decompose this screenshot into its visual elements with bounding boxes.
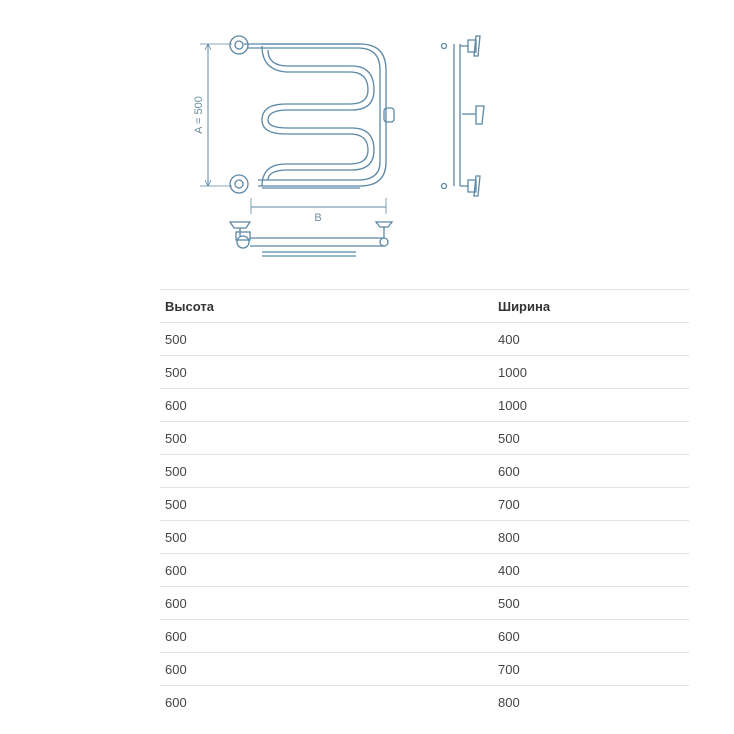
table-row	[160, 455, 689, 488]
width-cell: 700	[493, 488, 689, 521]
table-header-row	[160, 290, 689, 323]
width-cell: 800	[493, 521, 689, 554]
height-dimension-label: A = 500	[193, 96, 205, 134]
size-table	[160, 289, 689, 718]
height-cell: 500	[160, 422, 493, 455]
width-cell: 600	[493, 620, 689, 653]
table-row	[160, 554, 689, 587]
column-header-height: Высота	[160, 290, 493, 323]
width-cell: 500	[493, 587, 689, 620]
side-view	[442, 36, 485, 196]
width-cell: 600	[493, 455, 689, 488]
height-cell: 600	[160, 554, 493, 587]
table-row	[160, 389, 689, 422]
table-body	[160, 323, 689, 719]
table-row	[160, 686, 689, 719]
width-cell: 500	[493, 422, 689, 455]
table-row	[160, 653, 689, 686]
height-cell: 600	[160, 653, 493, 686]
width-cell: 800	[493, 686, 689, 719]
width-cell: 1000	[493, 389, 689, 422]
table-row	[160, 323, 689, 356]
height-cell: 500	[160, 488, 493, 521]
column-header-width: Ширина	[493, 290, 689, 323]
table-row	[160, 488, 689, 521]
height-cell: 500	[160, 323, 493, 356]
height-cell: 500	[160, 455, 493, 488]
table-row	[160, 587, 689, 620]
width-cell: 400	[493, 323, 689, 356]
height-cell: 600	[160, 587, 493, 620]
width-cell: 400	[493, 554, 689, 587]
towel-rail-technical-drawing	[0, 0, 734, 270]
front-view	[230, 36, 394, 193]
height-cell: 500	[160, 521, 493, 554]
table-row	[160, 422, 689, 455]
table-row	[160, 521, 689, 554]
width-cell: 1000	[493, 356, 689, 389]
height-cell: 600	[160, 686, 493, 719]
top-view	[230, 222, 392, 256]
width-cell: 700	[493, 653, 689, 686]
height-cell: 500	[160, 356, 493, 389]
width-dimension-label: B	[314, 212, 322, 224]
table-row	[160, 356, 689, 389]
height-cell: 600	[160, 389, 493, 422]
table-row	[160, 620, 689, 653]
height-cell: 600	[160, 620, 493, 653]
